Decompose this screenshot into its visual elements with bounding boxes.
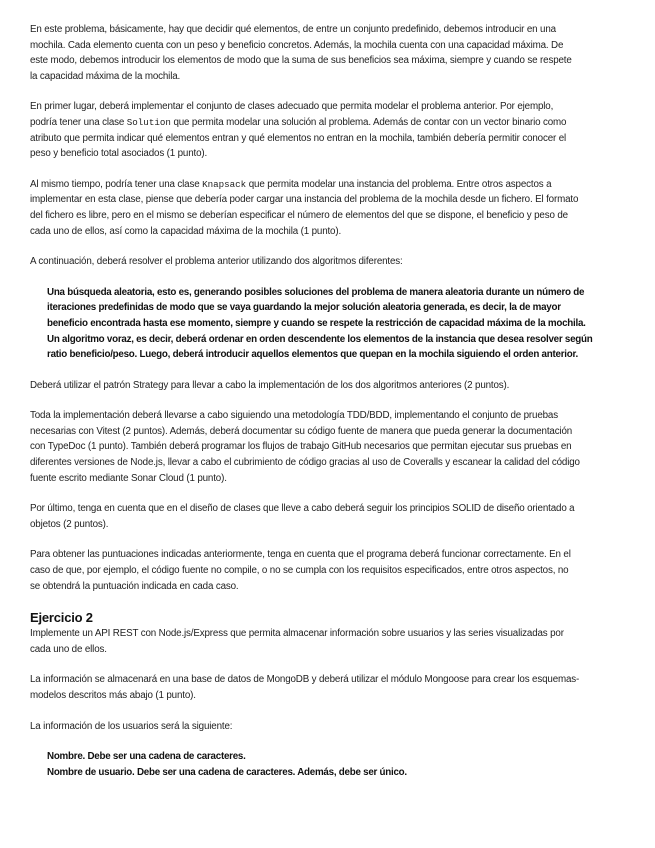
text-line: se obtendrá la puntuación indicada en cada caso. [30,580,239,592]
text-line: En primer lugar, deberá implementar el conjunto de clases adecuado que permita modelar el problema anterior. Por ejemplo, [30,101,554,113]
text-line: la capacidad máxima de la mochila. [30,70,181,82]
document-page [30,22,630,780]
knapsack-paragraph [30,177,630,239]
api-paragraph [30,626,630,657]
list-item-line: ratio beneficio/peso. Luego, deberá introducir aquellos elementos que quepan en la mochila siguiendo el orden anterior. [47,349,578,361]
code-knapsack: Knapsack [202,178,247,190]
algorithms-list [30,285,630,363]
list-item-line: Una búsqueda aleatoria, esto es, generando posibles soluciones del problema de manera aleatoria durante un número de [47,286,585,298]
text-line [30,115,630,131]
list-item-line: Un algoritmo voraz, es decir, deberá ordenar en orden descendente los elementos de la instancia que desea resolver según [47,333,593,345]
text-fragment: podría tener una clase [30,116,127,128]
text-line: del fichero es libre, pero en el mismo se deberían especificar el número de elementos del que se dispone, el beneficio y peso de [30,209,568,221]
code-solution: Solution [126,116,171,128]
text-line: objetos (2 puntos). [30,518,109,530]
methodology-paragraph [30,408,630,486]
classes-paragraph [30,99,630,161]
text-line: La información se almacenará en una base de datos de MongoDB y deberá utilizar el módulo Mongoose para crear los esquemas- [30,674,580,686]
text-line: modelos descritos más abajo (1 punto). [30,690,196,701]
list-item-line: iteraciones predefinidas de modo que se vaya guardando la mejor solución aleatoria generada, es decir, la de mayor [47,302,561,314]
text-line [30,177,630,193]
text-line: este modo, debemos introducir los elementos de modo que la suma de sus beneficios sea máxima, siempre y cuando se respete [30,55,572,67]
text-fragment: Al mismo tiempo, podría tener una clase [30,178,203,190]
text-line: En este problema, básicamente, hay que decidir qué elementos, de entre un conjunto predefinido, debemos introducir en una [30,24,556,35]
text-line: peso y beneficio total asociados (1 punto). [30,148,208,160]
intro-paragraph [30,22,630,84]
text-line: Implemente un API REST con Node.js/Express que permita almacenar información sobre usuarios y las series visualizadas por [30,628,564,640]
mongodb-paragraph [30,672,630,703]
text-line: cada uno de ellos, así como la capacidad máxima de la mochila (1 punto). [30,225,342,237]
text-line: mochila. Cada elemento cuenta con un peso y beneficio concretos. Además, la mochila cuenta con una capacidad máxima. De [30,39,564,51]
text-line: Toda la implementación deberá llevarse a cabo siguiendo una metodología TDD/BDD, implementando el conjunto de pruebas [30,410,558,422]
text-fragment: que permita modelar una solución al problema. Además de contar con un vector binario como [170,116,567,128]
text-line: con TypeDoc (1 punto). También deberá programar los flujos de trabajo GitHub necesarios que permitan ejecutar sus pruebas en [30,441,572,453]
grading-paragraph [30,547,630,594]
section-heading: Ejercicio 2 [30,610,93,626]
text-line: diferentes versiones de Node.js, llevar a cabo el cubrimiento de código gracias al uso de Coveralls y escanear la calidad del código [30,457,580,469]
list-item-line: Nombre. Debe ser una cadena de caracteres. [47,751,246,763]
list-item-line: Nombre de usuario. Debe ser una cadena de caracteres. Además, debe ser único. [47,766,407,778]
solid-paragraph [30,501,630,532]
text-line: atributo que permita indicar qué elementos entran y qué elementos no entran en la mochila, también debería permitir conocer el [30,132,567,144]
text-line: Por último, tenga en cuenta que en el diseño de clases que lleve a cabo deberá seguir los principios SOLID de diseño orientado a [30,503,575,515]
text-line: cada uno de ellos. [30,643,107,655]
strategy-paragraph: Deberá utilizar el patrón Strategy para llevar a cabo la implementación de los dos algoritmos anteriores (2 puntos). [30,379,510,391]
list-item-line: beneficio encontrada hasta ese momento, siempre y cuando se respete la restricción de capacidad máxima de la mochila. [47,317,586,329]
text-line: Para obtener las puntuaciones indicadas anteriormente, tenga en cuenta que el programa deberá funcionar correctamente. En el [30,549,571,561]
user-fields-list [30,749,630,780]
text-line: necesarias con Vitest (2 puntos). Además, deberá documentar su código fuente de manera que pueda generar la documentación [30,425,573,437]
users-intro: La información de los usuarios será la siguiente: [30,720,233,732]
text-line: caso de que, por ejemplo, el código fuente no compile, o no se cumpla con los requisitos especificados, entre otros aspectos, no [30,565,569,577]
text-line: implementar en esta clase, piense que debería poder cargar una instancia del problema de la mochila desde un fichero. El formato [30,194,579,206]
text-fragment: que permita modelar una instancia del problema. Entre otros aspectos a [246,178,552,190]
algorithms-intro: A continuación, deberá resolver el problema anterior utilizando dos algoritmos diferentes: [30,256,403,268]
text-line: fuente escrito mediante Sonar Cloud (1 punto). [30,472,227,484]
